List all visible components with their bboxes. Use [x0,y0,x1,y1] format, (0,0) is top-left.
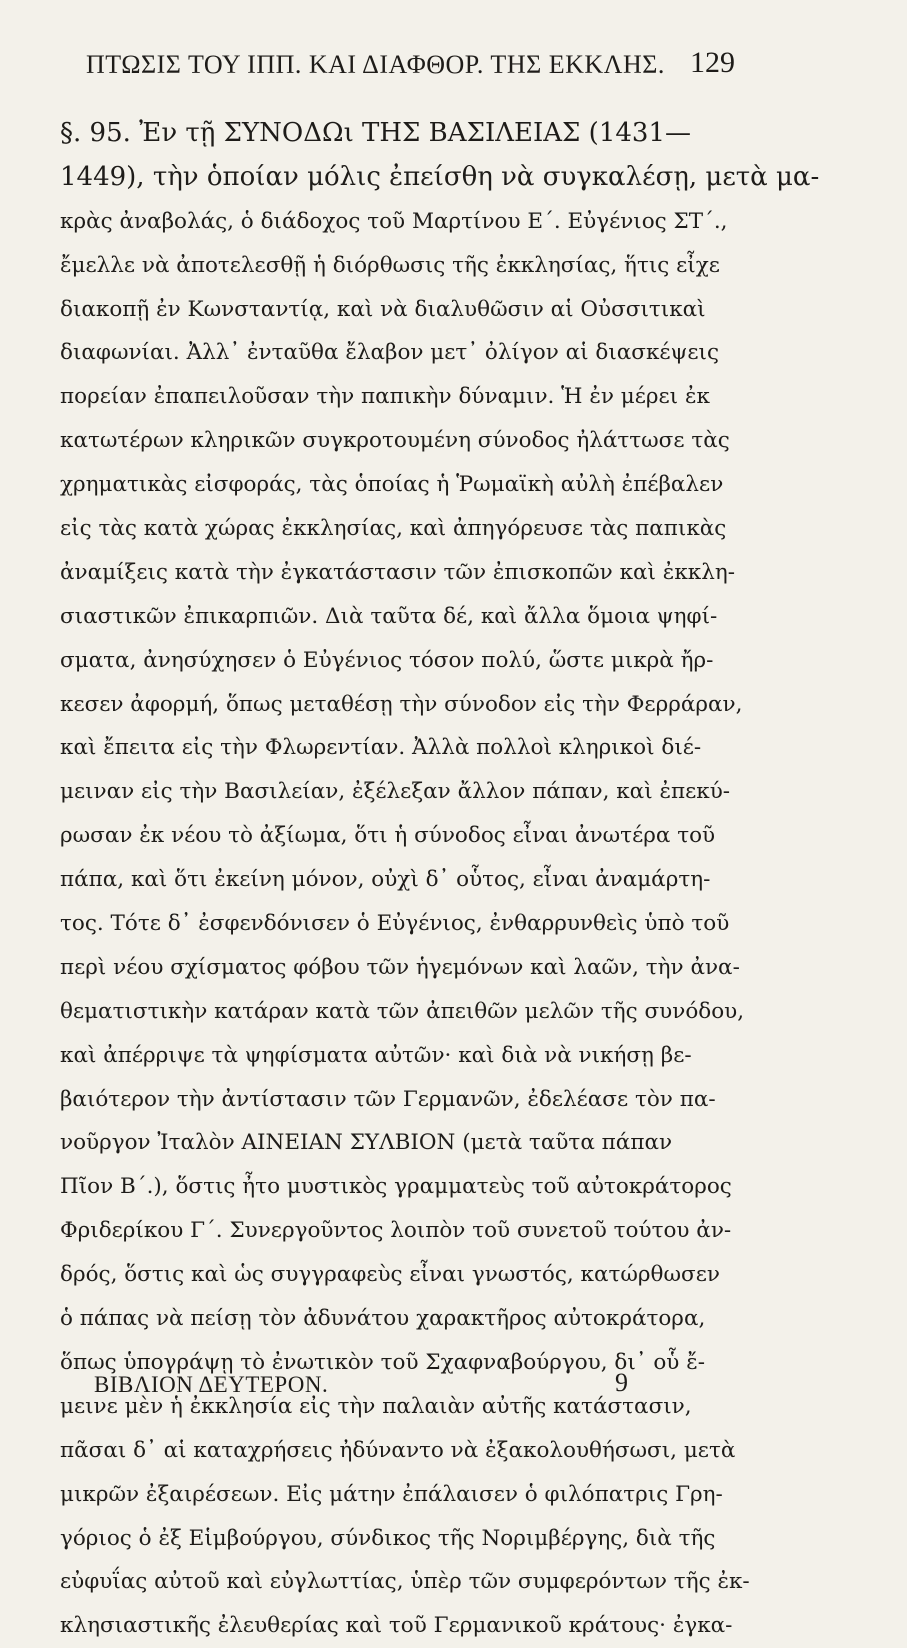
text-line: κλησιαστικῆς ἐλευθερίας καὶ τοῦ Γερμανικοῦ κράτους· ἐγκα- [60,1613,733,1639]
text-line: ρωσαν ἐκ νέου τὸ ἀξίωμα, ὅτι ἡ σύνοδος εἶναι ἀνωτέρα τοῦ [60,823,716,849]
text-line: θεματιστικὴν κατάραν κατὰ τῶν ἀπειθῶν μελῶν τῆς συνόδου, [60,998,745,1024]
signature-title: ΒΙΒΛΙΟΝ ΔΕΥΤΕΡΟΝ. [94,1372,329,1397]
text-line: ἔμελλε νὰ ἀποτελεσθῇ ἡ διόρθωσις τῆς ἐκκλησίας, ἥτις εἶχε [60,252,720,278]
text-line: κεσεν ἀφορμή, ὅπως μεταθέσῃ τὴν σύνοδον εἰς τὴν Φερράραν, [60,691,743,717]
text-line: ἀναμίξεις κατὰ τὴν ἐγκατάστασιν τῶν ἐπισκοπῶν καὶ ἐκκλη- [60,559,735,585]
text-line: τος. Τότε δ᾽ ἐσφενδόνισεν ὁ Εὐγένιος, ἐνθαρρυνθεὶς ὑπὸ τοῦ [60,911,730,937]
text-line: χρηματικὰς εἰσφοράς, τὰς ὁποίας ἡ Ῥωμαϊκὴ αὐλὴ ἐπέβαλεν [60,472,724,498]
text-line: δρός, ὅστις καὶ ὡς συγγραφεὺς εἶναι γνωστός, κατώρθωσεν [60,1262,720,1288]
signature-mark: 9 [615,1368,628,1397]
page-number: 129 [690,46,735,79]
text-line: καὶ ἔπειτα εἰς τὴν Φλωρεντίαν. Ἀλλὰ πολλοὶ κληρικοὶ διέ- [60,735,702,761]
body-text [60,112,820,1648]
text-line: νοῦργον Ἰταλὸν ΑΙΝΕΙΑΝ ΣΥΛΒΙΟΝ (μετὰ ταῦτα πάπαν [60,1130,673,1156]
text-line: σματα, ἀνησύχησεν ὁ Εὐγένιος τόσον πολύ, ὥστε μικρὰ ἤρ- [60,647,714,673]
text-line: περὶ νέου σχίσματος φόβου τῶν ἡγεμόνων καὶ λαῶν, τὴν ἀνα- [60,954,740,980]
text-line: διαφωνίαι. Ἀλλ᾽ ἐνταῦθα ἔλαβον μετ᾽ ὀλίγον αἱ διασκέψεις [60,340,719,366]
text-line: ὁ πάπας νὰ πείσῃ τὸν ἀδυνάτου χαρακτῆρος αὐτοκράτορα, [60,1306,706,1332]
text-line: εὐφυΐας αὐτοῦ καὶ εὐγλωττίας, ὑπὲρ τῶν συμφερόντων τῆς ἐκ- [60,1569,750,1595]
text-line: μικρῶν ἐξαιρέσεων. Εἰς μάτην ἐπάλαισεν ὁ φιλόπατρις Γρη- [60,1481,723,1507]
text-line: γόριος ὁ ἐξ Εἱμβούργου, σύνδικος τῆς Νοριμβέργης, διὰ τῆς [60,1525,716,1551]
text-line: ὅπως ὑπογράψῃ τὸ ἐνωτικὸν τοῦ Σχαφναβούργου, δι᾽ οὗ ἔ- [60,1349,705,1375]
text-line: πᾶσαι δ᾽ αἱ καταχρήσεις ἠδύναντο νὰ ἐξακολουθήσωσι, μετὰ [60,1437,736,1463]
text-line: βαιότερον τὴν ἀντίστασιν τῶν Γερμανῶν, ἐδελέασε τὸν πα- [60,1086,716,1112]
text-line: κρὰς ἀναβολάς, ὁ διάδοχος τοῦ Μαρτίνου Ε΄. Εὐγένιος ΣΤ΄., [60,208,728,234]
text-line: §. 95. Ἐν τῇ ΣΥΝΟΔΩι ΤΗΣ ΒΑΣΙΛΕΙΑΣ (1431— [60,118,691,148]
text-line: κατωτέρων κληρικῶν συγκροτουμένη σύνοδος ἠλάττωσε τὰς [60,428,730,454]
text-line: διακοπῇ ἐν Κωνσταντίᾳ, καὶ νὰ διαλυθῶσιν αἱ Οὐσσιτικαὶ [60,296,706,322]
text-line: Πῖον Β΄.), ὅστις ἦτο μυστικὸς γραμματεὺς τοῦ αὐτοκράτορος [60,1174,732,1200]
text-line: μεινε μὲν ἡ ἐκκλησία εἰς τὴν παλαιὰν αὐτῆς κατάστασιν, [60,1393,692,1419]
text-line: 1449), τὴν ὁποίαν μόλις ἐπείσθη νὰ συγκαλέσῃ, μετὰ μα- [60,161,820,192]
text-line: πάπα, καὶ ὅτι ἐκείνη μόνον, οὐχὶ δ᾽ οὗτος, εἶναι ἀναμάρτη- [60,867,711,893]
text-line: Φριδερίκου Γ΄. Συνεργοῦντος λοιπὸν τοῦ συνετοῦ τούτου ἀν- [60,1218,732,1244]
text-line: πορείαν ἐπαπειλοῦσαν τὴν παπικὴν δύναμιν. Ἡ ἐν μέρει ἐκ [60,384,710,410]
text-line: καὶ ἀπέρριψε τὰ ψηφίσματα αὐτῶν· καὶ διὰ νὰ νικήσῃ βε- [60,1042,692,1068]
text-line: εἰς τὰς κατὰ χώρας ἐκκλησίας, καὶ ἀπηγόρευσε τὰς παπικὰς [60,516,727,542]
text-line: σιαστικῶν ἐπικαρπιῶν. Διὰ ταῦτα δέ, καὶ ἄλλα ὅμοια ψηφί- [60,603,718,629]
running-title: ΠΤΩΣΙΣ ΤΟΥ ΙΠΠ. ΚΑΙ ΔΙΑΦΘΟΡ. ΤΗΣ ΕΚΚΛΗΣ. [86,50,665,79]
text-line: μειναν εἰς τὴν Βασιλείαν, ἐξέλεξαν ἄλλον πάπαν, καὶ ἐπεκύ- [60,779,731,805]
